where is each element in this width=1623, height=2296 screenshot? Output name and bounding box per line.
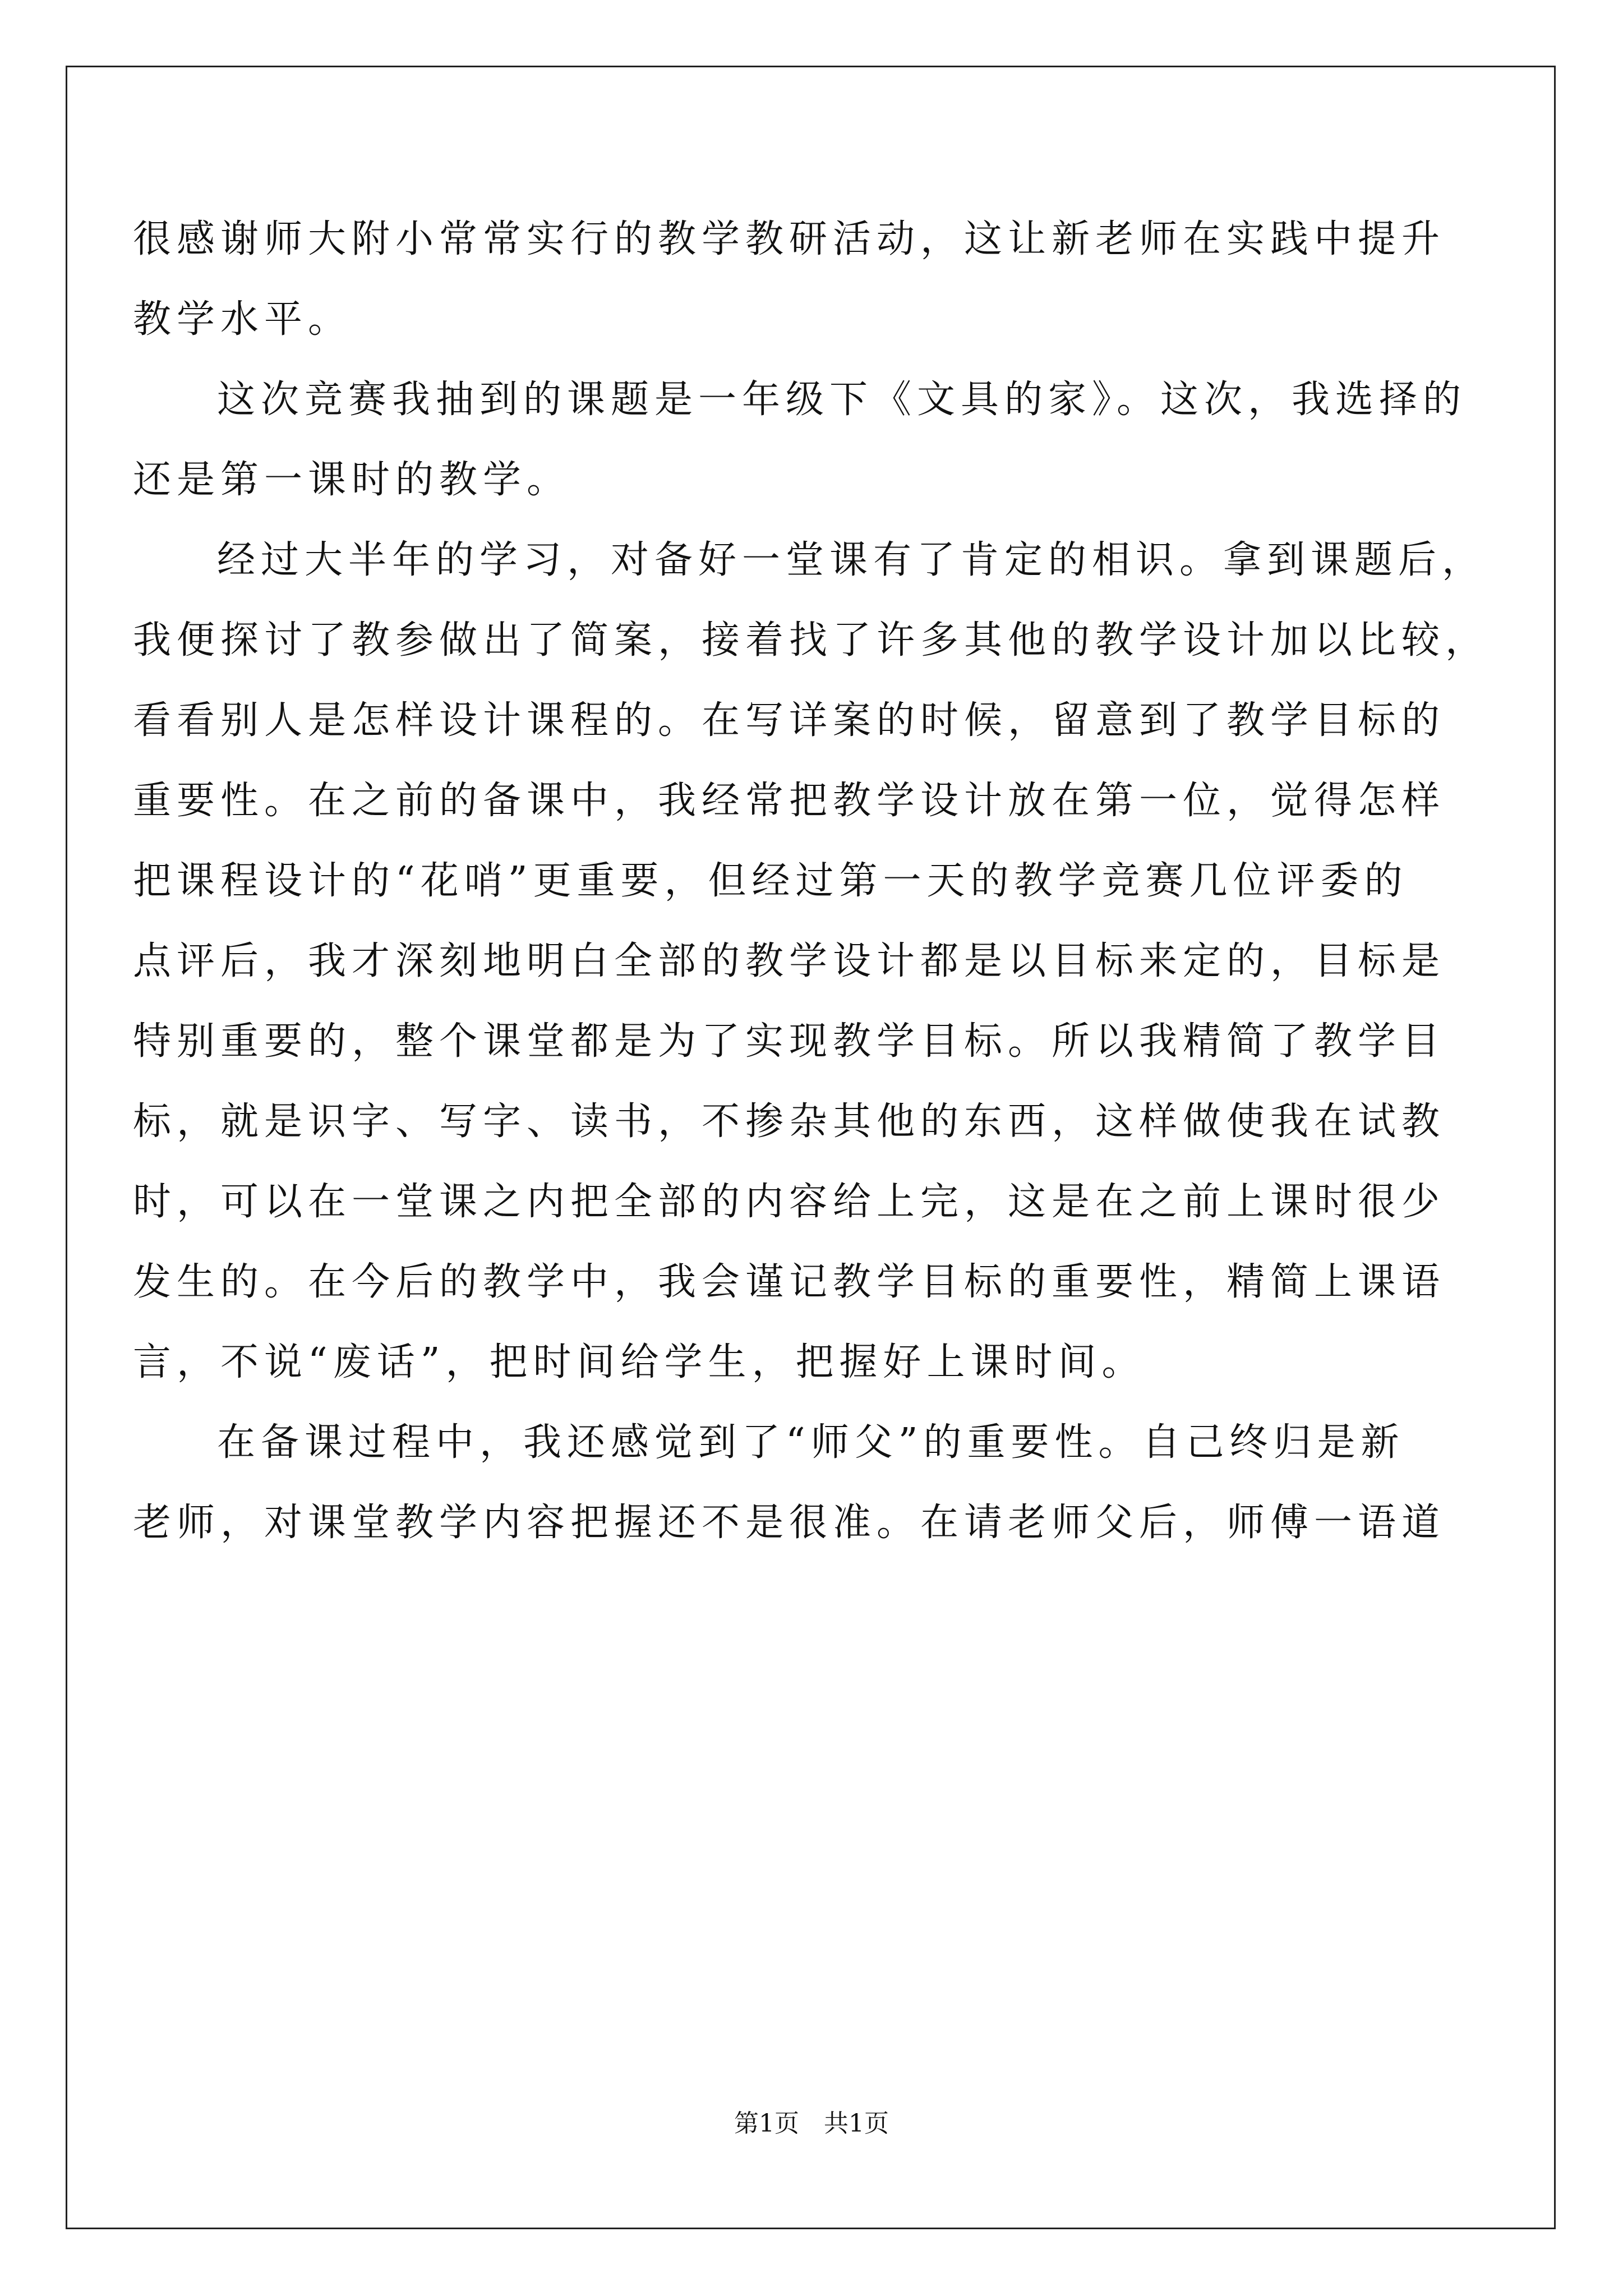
page-footer bbox=[0, 2107, 1623, 2141]
text-line: 时，可以在一堂课之内把全部的内容给上完，这是在之前上课时很少 bbox=[133, 1180, 1446, 1224]
paragraph-start-line: 经过大半年的学习，对备好一堂课有了肯定的相识。拿到课题后， bbox=[217, 538, 1486, 582]
paragraph-start-line: 这次竞赛我抽到的课题是一年级下《文具的家》。这次，我选择的 bbox=[217, 378, 1467, 422]
text-line: 言，不说“废话”，把时间给学生，把握好上课时间。 bbox=[133, 1340, 1146, 1384]
text-line: 看看别人是怎样设计课程的。在写详案的时候，留意到了教学目标的 bbox=[133, 698, 1446, 743]
text-line: 发生的。在今后的教学中，我会谨记教学目标的重要性，精简上课语 bbox=[133, 1260, 1446, 1304]
text-line: 标，就是识字、写字、读书，不掺杂其他的东西，这样做使我在试教 bbox=[133, 1099, 1446, 1144]
paragraph-start-line: 在备课过程中，我还感觉到了“师父”的重要性。自己终归是新 bbox=[217, 1420, 1405, 1465]
page-number: 第1页 bbox=[734, 2109, 799, 2138]
text-line: 点评后，我才深刻地明白全部的教学设计都是以目标来定的，目标是 bbox=[133, 939, 1446, 983]
text-line: 重要性。在之前的备课中，我经常把教学设计放在第一位，觉得怎样 bbox=[133, 779, 1446, 823]
text-line: 还是第一课时的教学。 bbox=[133, 458, 571, 502]
text-line: 特别重要的，整个课堂都是为了实现教学目标。所以我精简了教学目 bbox=[133, 1019, 1446, 1064]
text-line: 我便探讨了教参做出了简案，接着找了许多其他的教学设计加以比较， bbox=[133, 618, 1490, 662]
text-line: 把课程设计的“花哨”更重要，但经过第一天的教学竞赛几位评委的 bbox=[133, 859, 1408, 903]
text-line: 很感谢师大附小常常实行的教学教研活动，这让新老师在实践中提升 bbox=[133, 217, 1446, 261]
page-total: 共1页 bbox=[824, 2109, 889, 2138]
text-line: 老师，对课堂教学内容把握还不是很准。在请老师父后，师傅一语道 bbox=[133, 1501, 1446, 1545]
text-line: 教学水平。 bbox=[133, 297, 352, 342]
